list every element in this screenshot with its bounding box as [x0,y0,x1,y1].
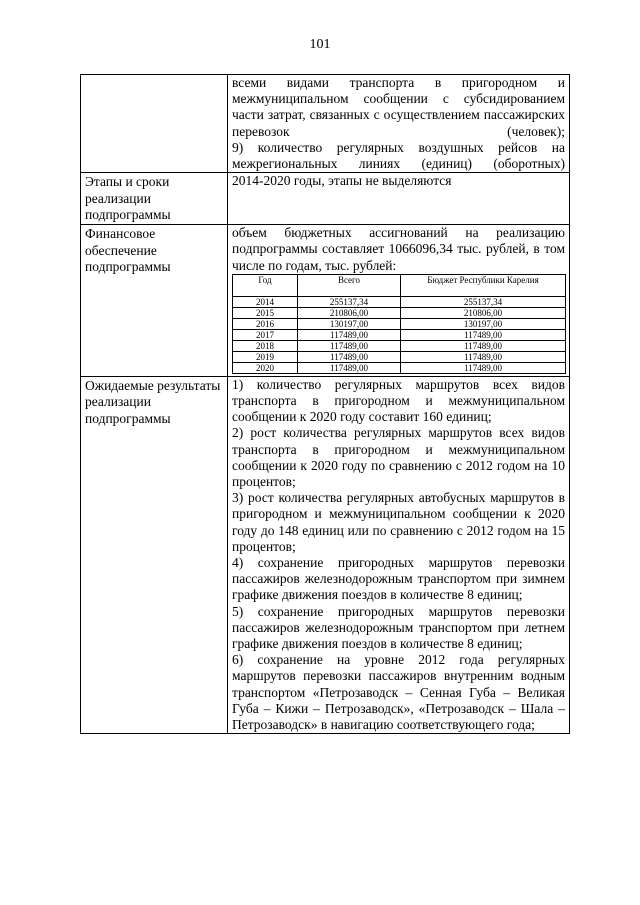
budget-header-region: Бюджет Республики Карелия [401,274,566,296]
row-content [228,173,570,225]
budget-cell: 2015 [233,307,298,318]
paragraph: 9) количество регулярных воздушных рейсов на межрегиональных линиях (единиц) (оборотных) [232,139,565,172]
budget-cell: 117489,00 [298,340,401,351]
passport-table [80,74,570,734]
budget-cell: 117489,00 [298,362,401,373]
row-content [228,225,570,377]
budget-header-year: Год [233,274,298,296]
budget-cell: 210806,00 [401,307,566,318]
budget-cell: 2016 [233,318,298,329]
budget-cell: 255137,34 [401,296,566,307]
paragraph: 2014-2020 годы, этапы не выделяются [232,173,452,189]
paragraph: 1) количество регулярных маршрутов всех видов транспорта в пригородном и межмуниципальном сообщении к 2020 году составит 160 единиц; [232,376,565,425]
budget-header-row [233,274,566,296]
paragraph: 3) рост количества регулярных автобусных маршрутов в пригородном и межмуниципальном сообщении к 2020 году до 148 единиц или по сравнению с 2012 годом на 15 процентов; [232,490,565,554]
budget-row [233,307,566,318]
budget-cell: 130197,00 [401,318,566,329]
paragraph: 5) сохранение пригородных маршрутов перевозки пассажиров железнодорожным транспортом при летнем графике движения поездов в количестве 8 единиц; [232,603,565,652]
paragraph: 6) сохранение на уровне 2012 года регулярных маршрутов перевозки пассажиров внутренним водным транспортом «Петрозаводск – Сенная Губа – Великая Губа – Кижи – Петрозаводск», «Петрозаводск – Шала – Петрозаводск» в навигацию соответствующего года; [232,652,565,733]
row-content [228,75,570,173]
row-label [81,75,228,173]
budget-row [233,296,566,307]
budget-row [233,318,566,329]
budget-cell: 117489,00 [401,340,566,351]
budget-row [233,329,566,340]
budget-cell: 117489,00 [401,329,566,340]
budget-cell: 117489,00 [298,351,401,362]
paragraph: 2) рост количества регулярных маршрутов всех видов транспорта в пригородном и межмуниципальном сообщении к 2020 году по сравнению с 2012 годом на 10 процентов; [232,425,565,490]
budget-cell: 130197,00 [298,318,401,329]
budget-cell: 2019 [233,351,298,362]
budget-cell: 2017 [233,329,298,340]
paragraph: объем бюджетных ассигнований на реализацию подпрограммы составляет 1066096,34 тыс. рублей, в том числе по годам, тыс. рублей: [232,225,565,273]
budget-row [233,340,566,351]
table-row [81,173,570,225]
budget-cell: 2020 [233,362,298,373]
budget-row [233,351,566,362]
row-label: Ожидаемые результаты реализации подпрограммы [81,376,228,733]
budget-cell: 2018 [233,340,298,351]
budget-table [232,274,566,374]
table-row [81,225,570,377]
budget-cell: 117489,00 [401,351,566,362]
budget-header-total: Всего [298,274,401,296]
row-label: Финансовое обеспечение подпрограммы [81,225,228,377]
budget-cell: 210806,00 [298,307,401,318]
budget-cell: 2014 [233,296,298,307]
budget-row [233,362,566,373]
budget-cell: 117489,00 [298,329,401,340]
paragraph: 4) сохранение пригородных маршрутов перевозки пассажиров железнодорожным транспортом при зимнем графике движения поездов в количестве 8 единиц; [232,555,565,603]
budget-cell: 255137,34 [298,296,401,307]
row-label: Этапы и сроки реализации подпрограммы [81,173,228,225]
table-row [81,75,570,173]
paragraph: всеми видами транспорта в пригородном и межмуниципальном сообщении с субсидированием части затрат, связанных с осуществлением пассажирских перевозок (человек); [232,75,565,139]
table-row [81,376,570,733]
row-content [228,376,570,733]
budget-cell: 117489,00 [401,362,566,373]
page-number: 101 [309,37,331,52]
